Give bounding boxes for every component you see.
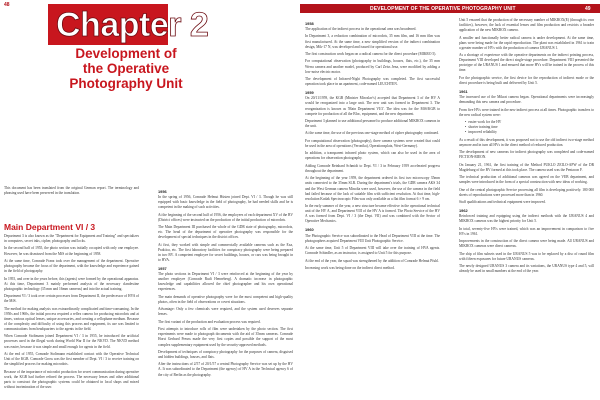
paragraph: From five HVs were trained in the new indirect process at all times. Photographic transfers to the new radical system were:: [459, 107, 594, 117]
page-number-right: 49: [585, 5, 591, 12]
intro-paragraph: [4, 186, 139, 198]
paragraph: In total, seventy-five HVs were trained, which was an improvement in comparison to five HVs in 1961.: [459, 226, 594, 236]
chapter-subtitle: Development of the Operative Photography Unit: [69, 46, 183, 91]
paragraph: Department 3 planned to use additional personnel to produce additional MIKROX cameras in the unit.: [305, 118, 440, 129]
paragraph: The development of Infrared-Night Photography was completed. The first successful operation took place in an apartment, code-named LEUCHTEN.: [305, 77, 440, 87]
paragraph: At the beginning of the second half of 1956, the employees of each department XV of the BV (District offices) were instructed on the production of the initial production of microdots.: [158, 212, 293, 222]
paragraph: At the same time, Comrade Franz took over the management of the department. Operative photography became the focus of the department, with the knowledge and experience gained in the field of photography.: [4, 258, 139, 274]
paragraph: In Department 3, a reduction combination of microdots, 35 mm film, and 16 mm film was first manufactured. At the same time, a new simplified version of the indirect combination design, Mik-17 N, was developed and issued for operational use.: [305, 34, 440, 49]
paragraph: In the early summer of the year, a new structure became effective in the operational technical unit of the HV A, and Department VIII of the HV A is formed. The Photo Service of the HV A was formed from Dept. VI / 3 (the Dept. VII) and was combined with the Sector of Operative Mechanics.: [305, 204, 440, 224]
paragraph: The main demands of operative photography were for the most competent and high-quality photos, often in the field of observations or covert situations.: [158, 294, 293, 304]
paragraph: At the same time, Unit 5 of Department VIII will take over the training of HVA agents. Comrade Schindler, as an instructor, is assigned to Unit 5 for this purpose.: [305, 246, 440, 256]
paragraph: Department VI / 3 took over certain processes from Department II, the predecessor of HVA of the MfS.: [4, 294, 139, 304]
year-heading: 1957: [158, 266, 167, 272]
paragraph: In the second half of 1955, the photo section was initially occupied with only one employee. However, he was dismissed from the MfS at the beginning of 1958.: [4, 246, 139, 256]
paragraph: For computational observation (photography), three camera systems were created that could be used in the area of operations (Veronika), Operationsplatz, West-Germany).: [305, 138, 440, 148]
text-column-4: [459, 18, 594, 277]
paragraph: When Comrade Stoltmann joined Department VI / 3 in 1955, he introduced the artificial processes used in the illegal work during World War II for the NKVD. The NKVD method was easier, because it was simple and small enough for agents in the field.: [4, 334, 139, 349]
chapter-title: Chapter 2: [56, 6, 209, 44]
paragraph: At the beginning of the year 1959, the department ordered its first two microscopy 35mm units connected to the 35mm SLR. During the department's trials, the GDR camera AKS 34 and the West German camera Minolta were used, however, the use of the camera in the field had failed because of the lack of suitable film with sufficient resolution. At that time, high-resolution Kodak Spectroscopic Film was only available as a flat film format 6 × 9 cm.: [305, 176, 440, 201]
paragraph: The ship of film subsets used in the URANUS 5 was to be replaced by a disc of round film with fifteen exposures for future URANUS cameras.: [459, 251, 594, 261]
paragraph: In addition, a transparent infrared photo system, which can also be used in the area of operations for observation photography.: [305, 151, 440, 161]
paragraph: Reinforced training and equipping using the indirect methods with the URANUS 4 and MIKROX cameras was the highest priority for Unit 5.: [459, 214, 594, 224]
paragraph: For computational observation (photography in buildings, houses, flats, etc.), the 35 mm Werra camera and another model, produced by Carl Zeiss Jena, were modified by adding a low-noise electric motor.: [305, 59, 440, 74]
paragraph: Department 3 is also known as the "Department for Equipment and Training" and specializes in computers, secret inks, cipher, photography and locks.: [4, 234, 139, 244]
paragraph: One of the central photographic Service processing all film is developing positively. 180 000 sheets of reproductions were processed more than in 1960.: [459, 187, 594, 197]
text-column-2: [158, 186, 293, 380]
year-heading: 1960: [305, 227, 314, 233]
paragraph: The first variant of the production and evaluation process was required.: [158, 319, 261, 324]
paragraph: At the end of 1955, Comrade Stoltmann established contact with the Operative Technical Unit of the KGB. Comrade Gross was the first member of Dept. VI / 3 to receive training on the simplified process for making microdots.: [4, 351, 139, 367]
paragraph: As a shortage of experience with the operative departments on the indirect printing process, Department VIII developed the direct single-stage procedure. Department VIII presented the prototype of the URANUS 1 and ensured that more HVs will be trained in the process of this time.: [459, 53, 594, 73]
paragraph: First attempts to introduce rolls of film were undertaken by the photo section. The first experiments were made to photograph documents with the aid of 35mm cameras. Comrade Horst Gerhard Preuss made the very first copies and possible the support of the most complex supplementary equipment used by the security-approved methods.: [158, 327, 293, 347]
year-heading: 1962: [459, 208, 468, 214]
bullet-item: • improved reliability: [465, 130, 594, 135]
paragraph: Development of techniques of conspiracy photography for the purposes of camera, disguised and hidden buildings, houses, and flats.: [158, 349, 293, 359]
year-heading: 1961: [459, 89, 468, 95]
paragraph: The increased use of the Mikrat camera began. Operational departments were increasingly demanding this new camera and procedure.: [459, 95, 594, 105]
running-header: DEVELOPMENT OF THE OPERATIVE PHOTOGRAPHY UNIT: [370, 5, 516, 12]
text-column-1: [4, 234, 139, 392]
bullet-list: [465, 120, 594, 135]
paragraph: Adding Comrade Reinhard Schmidt to Dept. VI / 3 in February 1959 accelerated progress throughout the department.: [305, 163, 440, 173]
paragraph: At the same time, the use of the previous one-stage method of cipher photography continued.: [305, 131, 439, 136]
paragraph: The application of the indirect process in the operational area was broadened.: [305, 27, 417, 32]
paragraph: Advantage: Only a few chemicals were required, and the system used deserves separate lenses.: [158, 307, 293, 317]
paragraph: After the instructions of 2/57 of 20/1/57 a central Photography Service was set up by the HV A. It was subordinated to the Department (the agency) of HV A in the Technical agency 6 of the city of Berlin as the photography.: [158, 362, 293, 377]
year-heading: 1959: [305, 90, 314, 96]
paragraph: Unit 5 ensured that the production of the necessary number of MIKROX(E) (through its own facilities), however, the lack of essential lenses and film production and restricts a broader application of the new MIKROX camera.: [459, 18, 594, 33]
paragraph: The Main Department III purchased the whole of the GDR state of photography, microdots, etc. The head of the department of operative photography was responsible for the development of special techniques in the district offices.: [158, 225, 293, 240]
bullet-item: • easier work for the HV: [465, 120, 594, 125]
paragraph: For the photographic service, the first device for the reproduction of indirect mode or the direct procedure is being built and delivered by Unit 5.: [459, 75, 594, 85]
intro-text: This document has been translated from the original German report. The terminology and phrasing used have been preserved in the translation.: [4, 186, 139, 196]
paragraph: Improvements in the construction of the direct camera were being made. All URANUS and MIKROX cameras were direct cameras.: [459, 239, 594, 249]
paragraph: The Photographic Service was subordinated to the Head of Department VIII at the time. The photographers acquired Department VIII Unit Photographic Service.: [305, 233, 440, 243]
year-heading: 1958: [305, 21, 314, 26]
year-heading: 1956: [158, 189, 167, 194]
paragraph: Staff qualifications and technical equipment were improved.: [459, 200, 546, 205]
paragraph: The first construction work began on a radical camera for the direct procedure (MIKRO 5).: [305, 52, 437, 57]
paragraph: In the spring of 1956, Comrade Helmut Hüsten joined Dept. VI / 3. Though he was still equipped with basic knowledge in the field of photography, he had needed skills and he is competent in the making of such activities.: [158, 195, 293, 210]
page-number-left: 48: [4, 2, 10, 8]
paragraph: At first, they worked with simple and commercially available cameras such as the Exa, Praktica, etc. The first laboratory facilities for conspiracy photography were being prepared in two BV. A competent employee for secret buildings, houses, or cars was being brought in to HVA.: [158, 242, 293, 263]
paragraph: Because of the importance of microdot production for secret communication during operative work, the KGB had further refined the process. The necessary lenses and other additional parts to construct the photographic systems could be obtained in local shops and mixed without incrimination of the user.: [4, 369, 139, 389]
paragraph: The technical production of additional cameras was agreed on the VEB department, and samples were introduced in the form of a special construction with new ideas of working.: [459, 175, 594, 185]
paragraph: Increasing work was being done on the indirect direct method.: [305, 265, 395, 270]
paragraph: As a result of this development, it was proposed not to use the old indirect two-stage method anymore and in turn all HVs in the direct method of reduced production.: [459, 137, 594, 147]
paragraph: The development of new cameras for indirect photography was completed and code-named FICTION-RIEON.: [459, 150, 594, 160]
paragraph: In 1955, and over in the years before, this (agents) were formed by the operational apparatus. At this time, Department 3 mainly performed analysis of the necessary clandestine photographic technology (35 mm and 16mm cameras) and into the actual training.: [4, 276, 139, 291]
paragraph: The newly designed URANUS 3 camera and its variations, the URANUS type 4 and 5, will already be used in small numbers at the end of the year.: [459, 264, 594, 274]
paragraph: The method for making analysis was extraordinarily complicated and time-consuming. In the 1950s and 1960s, the initial process required a reflex camera for producing microdots and at times, various optical lenses, unique accessories, and creating a cellophane medium. Because of the complexity and difficulty of using this process and equipment, its use was limited to communications from headquarters to the agents in the field.: [4, 306, 139, 331]
paragraph: A smaller and functionally better radical camera is under development. At the same time, plans were being made for the rapid reproduction. The plant was established in 1961 to train a greater number of HVs with the production of camera URANUS 1.: [459, 35, 594, 50]
paragraph: On January 21, 1961, the first training of the Method PUKLO ZEILO-APW of the DR Magdeburg of the BV formed at this took place. The camera used was the Pentacon F.: [459, 162, 594, 172]
text-column-3: [305, 18, 440, 273]
bullet-item: • shorter training time: [465, 125, 594, 130]
paragraph: At the end of the year, the squad was strengthened by the addition of Comrade Helmut Pfuhl.: [305, 258, 439, 263]
paragraph: On 20/11/1959, the KGB (Minister Miroslav's) accepted that Department 3 of the HV A would be reorganized into a large unit. The new unit was formed in Department 3. The reorganization is known as 'Main Department VI/3'. The idea was for the MfS/KGB to compete for production of all the Bloc, equipment, and the new department.: [305, 96, 440, 116]
section-heading: Main Department VI / 3: [4, 222, 96, 232]
paragraph: The photo sections in Department VI / 3 were reinforced at the beginning of the year by another employee (Comrade Rudi Henneberg). A dramatic increase in photographic knowledge and capabilities allowed the chief photographer and his own operational experiences.: [158, 272, 293, 292]
